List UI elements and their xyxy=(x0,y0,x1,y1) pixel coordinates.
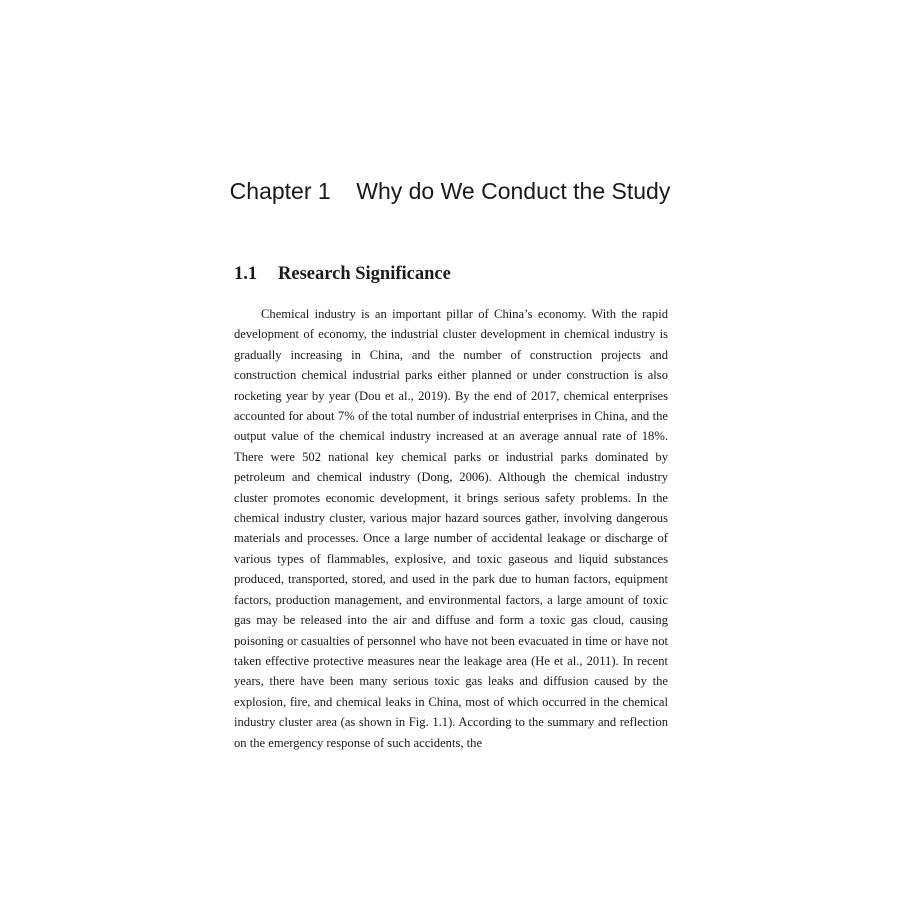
chapter-title xyxy=(200,174,700,208)
chapter-number: Chapter 1 xyxy=(229,178,331,204)
section-heading xyxy=(234,261,674,287)
section-title: Research Significance xyxy=(278,264,451,284)
chapter-title-text: Why do We Conduct the Study xyxy=(356,178,671,204)
body-paragraph: Chemical industry is an important pillar of China’s economy. With the rapid development of economy, the industrial cluster development in chemical industry is gradually increasing in China, and the number of construction projects and construction chemical industrial parks either planned or under construction is also rocketing year by year (Dou et al., 2019). By the end of 2017, chemical enterprises accounted for about 7% of the total number of industrial enterprises in China, and the output value of the chemical industry increased at an average annual rate of 18%. There were 502 national key chemical parks or industrial parks dominated by petroleum and chemical industry (Dong, 2006). Although the chemical industry cluster promotes economic development, it brings serious safety problems. In the chemical industry cluster, various major hazard sources gather, involving dangerous materials and processes. Once a large number of accidental leakage or discharge of various types of flammables, explosive, and toxic gaseous and liquid substances produced, transported, stored, and used in the park due to human factors, equipment factors, production management, and environmental factors, a large amount of toxic gas may be released into the air and diffuse and form a toxic gas cloud, causing poisoning or casualties of personnel who have not been evacuated in time or have not taken effective protective measures near the leakage area (He et al., 2011). In recent years, there have been many serious toxic gas leaks and diffusion caused by the explosion, fire, and chemical leaks in China, most of which occurred in the chemical industry cluster area (as shown in Fig. 1.1). According to the summary and reflection on the emergency response of such accidents, the xyxy=(234,307,668,750)
section-number: 1.1 xyxy=(234,264,258,284)
